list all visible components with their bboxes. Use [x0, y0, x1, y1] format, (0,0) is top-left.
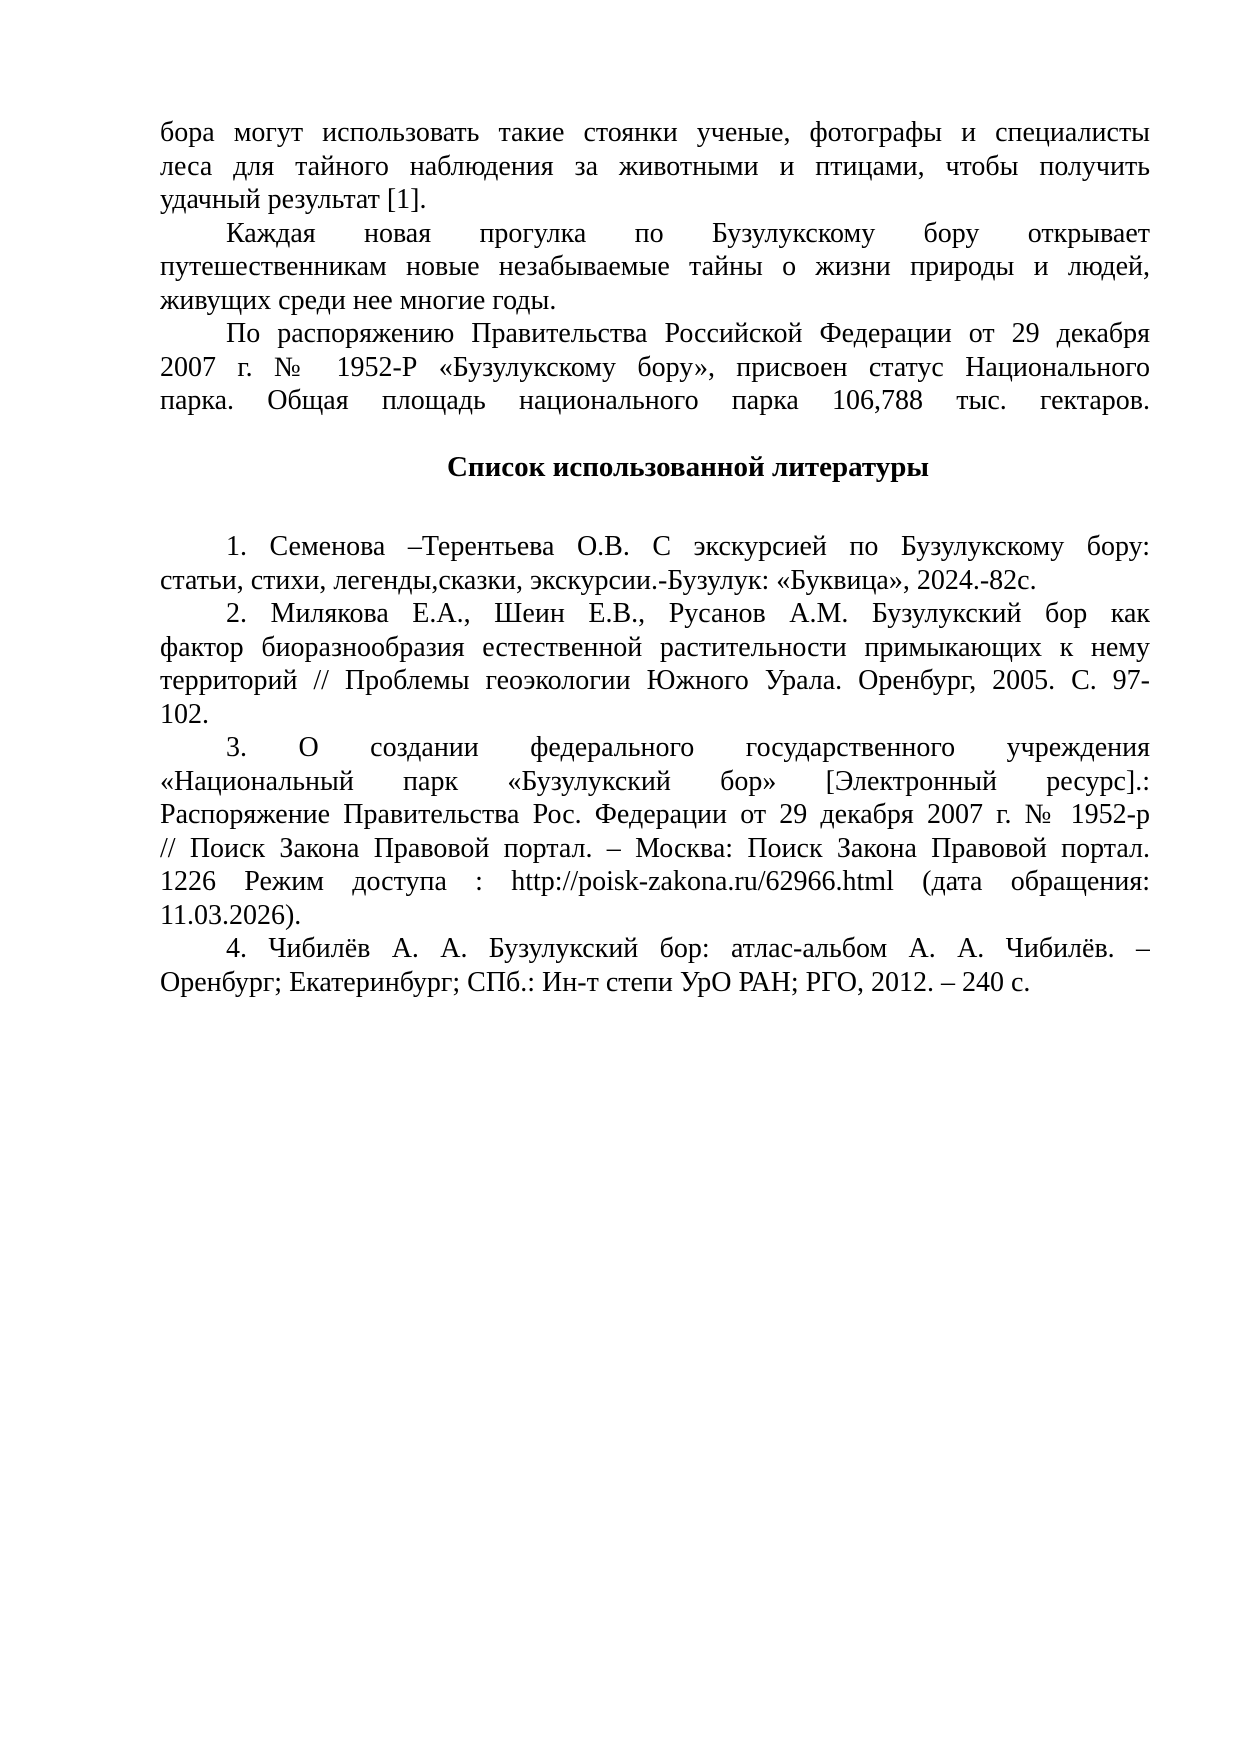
text-line: парка. Общая площадь национального парка 106,788 тыс. гектаров. — [160, 385, 1150, 416]
text-line: территорий // Проблемы геоэкологии Южного Урала. Оренбург, 2005. С. 97- — [160, 665, 1150, 696]
text-line: 2007 г. № 1952-Р «Бузулукскому бору», присвоен статус Национального — [160, 351, 1150, 383]
reference-item-4 — [160, 932, 1150, 999]
reference-item-2 — [160, 597, 1150, 731]
text-line: леса для тайного наблюдения за животными и птицами, чтобы получить — [160, 150, 1150, 182]
text-line: // Поиск Закона Правовой портал. – Москва: Поиск Закона Правовой портал. — [160, 832, 1150, 864]
paragraph-2 — [160, 217, 1150, 318]
text-line: Каждая новая прогулка по Бузулукскому бору открывает — [226, 217, 1150, 249]
text-line: путешественникам новые незабываемые тайны о жизни природы и людей, — [160, 251, 1150, 282]
intro-paragraphs — [160, 116, 1150, 418]
text-line: 11.03.2026). — [160, 899, 302, 931]
text-line: живущих среди нее многие годы. — [160, 284, 557, 316]
text-line: удачный результат [1]. — [160, 184, 427, 215]
text-line: 1226 Режим доступа : http://poisk-zakona.ru/62966.html (дата обращения: — [160, 866, 1150, 897]
text-line: 1. Семенова –Терентьева О.В. С экскурсией по Бузулукскому бору: — [226, 531, 1150, 562]
document-page — [160, 116, 1150, 999]
text-line: По распоряжению Правительства Российской Федерации от 29 декабря — [226, 318, 1150, 349]
text-line: статьи, стихи, легенды,сказки, экскурсии.-Бузулук: «Буквица», 2024.-82с. — [160, 564, 1037, 596]
text-line: Оренбург; Екатеринбург; СПб.: Ин-т степи УрО РАН; РГО, 2012. – 240 с. — [160, 966, 1031, 998]
paragraph-3 — [160, 317, 1150, 418]
reference-list — [160, 530, 1150, 999]
text-line: 3. О создании федерального государственного учреждения — [226, 732, 1150, 763]
text-line: бора могут использовать такие стоянки ученые, фотографы и специалисты — [160, 117, 1150, 148]
reference-item-1 — [160, 530, 1150, 597]
text-line: «Национальный парк «Бузулукский бор» [Электронный ресурс].: — [160, 765, 1150, 797]
text-line: фактор биоразнообразия естественной растительности примыкающих к нему — [160, 631, 1150, 663]
text-line: 2. Милякова Е.А., Шеин Е.В., Русанов А.М. Бузулукский бор как — [226, 598, 1150, 629]
paragraph-1 — [160, 116, 1150, 217]
section-heading: Список использованной литературы — [446, 450, 930, 483]
text-line: 4. Чибилёв А. А. Бузулукский бор: атлас-альбом А. А. Чибилёв. – — [226, 933, 1150, 964]
text-line: Распоряжение Правительства Рос. Федерации от 29 декабря 2007 г. № 1952-р — [160, 799, 1150, 830]
text-line: 102. — [160, 698, 209, 730]
reference-item-3 — [160, 731, 1150, 932]
